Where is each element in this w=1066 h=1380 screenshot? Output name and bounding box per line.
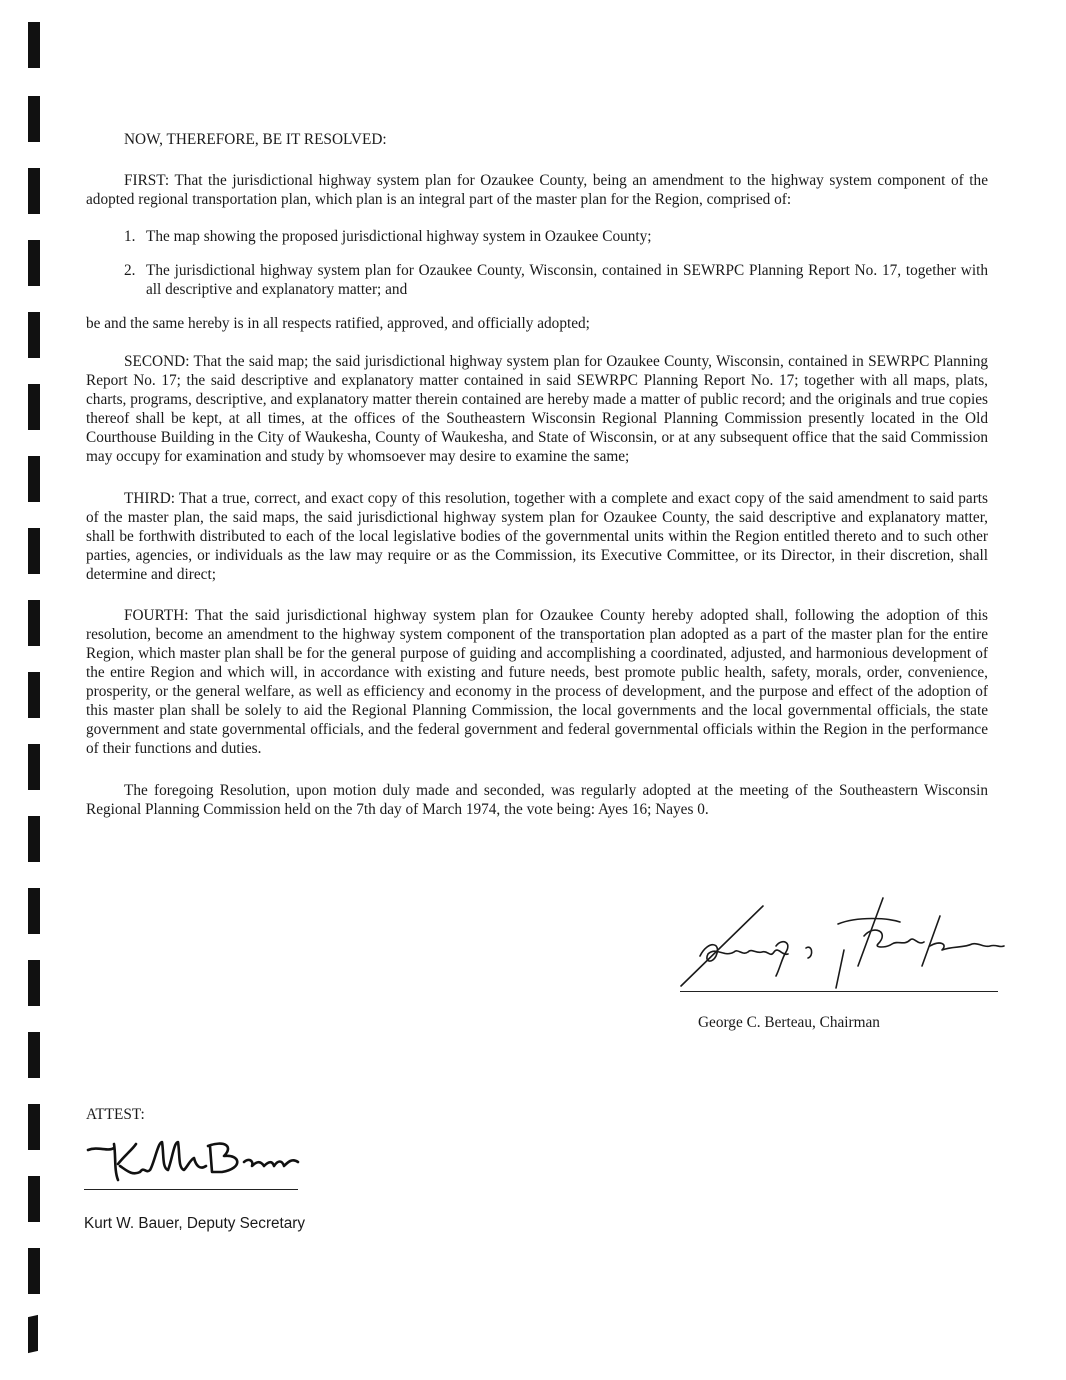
list-item-text: The jurisdictional highway system plan for Ozaukee County, Wisconsin, contained in SEWRPC Planning Report No. 17, together with all descriptive and explanatory matter; and xyxy=(146,262,988,298)
binding-mark-icon xyxy=(28,1315,38,1353)
binding-mark-icon xyxy=(28,1104,40,1150)
component-list xyxy=(124,227,988,299)
paragraph-third: THIRD: That a true, correct, and exact copy of this resolution, together with a complete and exact copy of the said amendment to said parts of the master plan, the said maps, the said jurisdictional highway system plan for Ozaukee County, the said descriptive and explanatory matter, shall be forthwith distributed to each of the local legislative bodies of the governmental units within the Region entitled thereto and to such other parties, agencies, or individuals as the law may require or as the Commission, its Executive Committee, or its Director, in their discretion, shall determine and direct; xyxy=(86,490,988,583)
list-item xyxy=(124,227,988,246)
binding-mark-icon xyxy=(28,672,40,718)
binding-mark-icon xyxy=(28,744,40,790)
paragraph-foregoing: The foregoing Resolution, upon motion duly made and seconded, was regularly adopted at the meeting of the Southeastern Wisconsin Regional Planning Commission held on the 7th day of March 1974, the vote being: Ayes 16; Nayes 0. xyxy=(86,782,988,818)
list-item-text: The map showing the proposed jurisdictional highway system in Ozaukee County; xyxy=(146,228,652,245)
binding-mark-icon xyxy=(28,96,40,142)
binding-mark-icon xyxy=(28,1032,40,1078)
binding-mark-icon xyxy=(28,168,40,214)
binding-mark-icon xyxy=(28,816,40,862)
binding-mark-icon xyxy=(28,312,40,358)
binding-mark-icon xyxy=(28,1176,40,1222)
chairman-signature-block xyxy=(678,896,1008,1032)
list-item-number: 1. xyxy=(124,228,136,245)
binding-mark-icon xyxy=(28,888,40,934)
binding-mark-icon xyxy=(28,384,40,430)
handwritten-signature-icon xyxy=(678,896,1008,991)
signature-line xyxy=(680,991,998,992)
list-item xyxy=(124,261,988,299)
handwritten-signature-icon xyxy=(84,1136,304,1184)
binding-mark-icon xyxy=(28,528,40,574)
secretary-name: Kurt W. Bauer, Deputy Secretary xyxy=(84,1215,306,1232)
paragraph-second: SECOND: That the said map; the said jurisdictional highway system plan for Ozaukee County, Wisconsin, contained in SEWRPC Planning Report No. 17; the said descriptive and explanatory matter contained in said SEWRPC Planning Report No. 17; together with all maps, plats, charts, programs, descriptive, and explanatory matter therein contained are hereby made a matter of public record; and the originals and true copies thereof shall be kept, at all times, at the offices of the Southeastern Wisconsin Regional Planning Commission presently located in the Old Courthouse Building in the City of Waukesha, County of Waukesha, and State of Wisconsin, or at any subsequent office that the said Commission may occupy for examination and study by whomsoever may desire to examine the same; xyxy=(86,353,988,465)
paragraph-adopted: be and the same hereby is in all respects ratified, approved, and officially adopted; xyxy=(86,315,590,332)
binding-mark-icon xyxy=(28,1248,40,1294)
signature-line xyxy=(84,1189,298,1190)
attest-label: ATTEST: xyxy=(86,1106,145,1123)
binding-mark-icon xyxy=(28,456,40,502)
binding-mark-icon xyxy=(28,240,40,286)
list-item-number: 2. xyxy=(124,262,136,279)
resolution-body xyxy=(86,118,988,819)
paragraph-first: FIRST: That the jurisdictional highway system plan for Ozaukee County, being an amendment to the highway system component of the adopted regional transportation plan, which plan is an integral part of the master plan for the Region, comprised of: xyxy=(86,172,988,208)
binding-mark-icon xyxy=(28,600,40,646)
resolution-heading: NOW, THEREFORE, BE IT RESOLVED: xyxy=(124,131,387,148)
chairman-name: George C. Berteau, Chairman xyxy=(698,1014,880,1031)
secretary-signature-block xyxy=(84,1136,304,1190)
binding-mark-icon xyxy=(28,22,40,68)
binding-mark-icon xyxy=(28,960,40,1006)
paragraph-fourth: FOURTH: That the said jurisdictional highway system plan for Ozaukee County hereby adopted shall, following the adoption of this resolution, become an amendment to the highway system component of the transportation plan adopted as a part of the master plan for the entire Region, which master plan shall be for the general purpose of guiding and accomplishing a coordinated, adjusted, and harmonious development of the entire Region and which will, in accordance with existing and future needs, best promote public health, safety, morals, order, convenience, prosperity, or the general welfare, as well as efficiency and economy in the process of development, and the purpose and effect of the adoption of this master plan shall be solely to aid the Regional Planning Commission, the local governments and the local governmental officials, the state government and state governmental officials, and the federal government and federal governmental officials within the Region in the performance of their functions and duties. xyxy=(86,607,988,757)
